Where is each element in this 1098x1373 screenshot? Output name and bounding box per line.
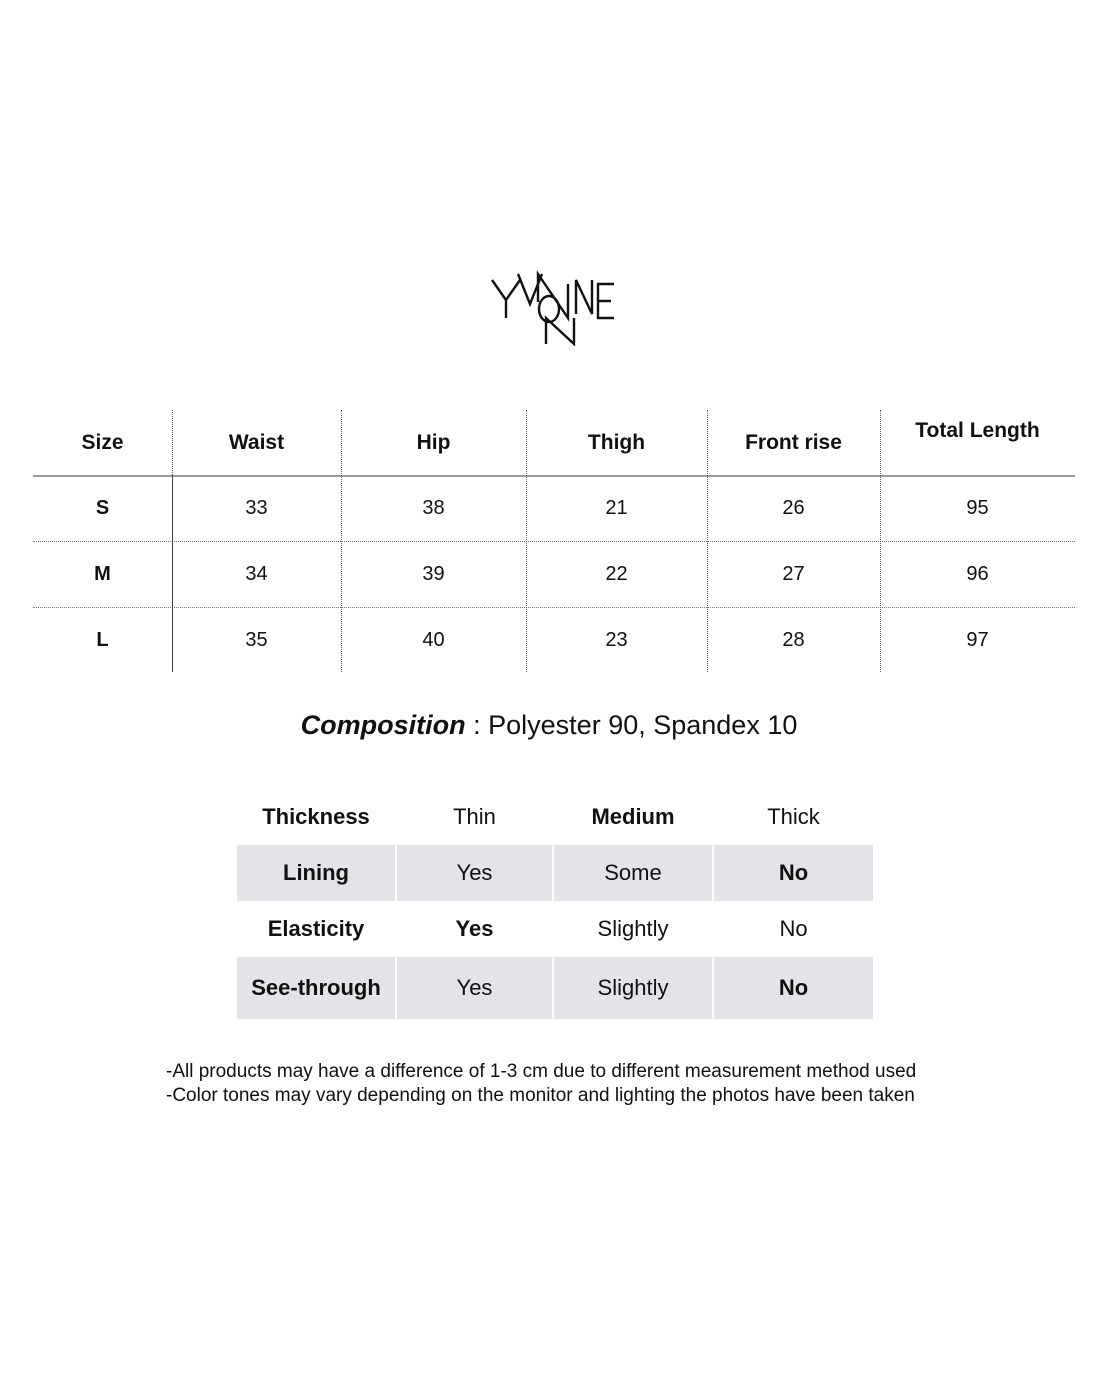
waist-value: 33 (245, 496, 268, 519)
hip-value: 39 (422, 562, 445, 585)
attribute-row-see-through (237, 957, 873, 1019)
attribute-label: See-through (237, 957, 395, 1019)
disclaimer-note: -Color tones may vary depending on the monitor and lighting the photos have been taken (166, 1085, 915, 1106)
disclaimer-notes (166, 1060, 916, 1108)
attribute-option: Slightly (554, 957, 712, 1019)
header-front-rise: Front rise (745, 430, 842, 454)
composition-separator: : (465, 710, 489, 740)
composition-label: Composition (300, 710, 466, 740)
attribute-option-selected: No (714, 845, 873, 901)
column-divider (880, 410, 881, 672)
size-label: L (96, 628, 109, 651)
thigh-value: 21 (605, 496, 628, 519)
attribute-option-selected: Medium (591, 804, 675, 829)
attribute-row-thickness (237, 790, 873, 844)
column-divider (526, 410, 527, 672)
waist-value: 34 (245, 562, 268, 585)
attribute-option: Thick (767, 804, 820, 829)
hip-value: 38 (422, 496, 445, 519)
header-size: Size (81, 430, 124, 454)
front-rise-value: 28 (782, 628, 805, 651)
attribute-option: Yes (397, 957, 552, 1019)
column-divider (341, 410, 342, 672)
attribute-option: Thin (453, 804, 496, 829)
header-waist: Waist (228, 430, 285, 454)
attribute-label: Thickness (262, 804, 370, 829)
header-hip: Hip (416, 430, 451, 454)
front-rise-value: 26 (782, 496, 805, 519)
size-label: M (94, 562, 111, 585)
column-divider (172, 475, 173, 672)
attribute-option-selected: Yes (455, 916, 494, 941)
composition-value: Polyester 90, Spandex 10 (488, 710, 798, 740)
waist-value: 35 (245, 628, 268, 651)
size-table-header (33, 410, 1075, 477)
attribute-row-elasticity (237, 901, 873, 957)
total-length-value: 96 (966, 562, 989, 585)
front-rise-value: 27 (782, 562, 805, 585)
hip-value: 40 (422, 628, 445, 651)
table-row (33, 541, 1075, 608)
header-thigh: Thigh (587, 430, 646, 454)
attribute-option: No (779, 916, 808, 941)
brand-logo-mark (488, 262, 618, 346)
size-label: S (95, 496, 110, 519)
table-row (33, 607, 1075, 673)
disclaimer-note: -All products may have a difference of 1-3 cm due to different measurement method used (166, 1061, 917, 1082)
table-row (33, 475, 1075, 542)
header-total-length: Total Length (915, 419, 1040, 442)
attribute-option: Slightly (597, 916, 669, 941)
column-divider (172, 410, 173, 475)
total-length-value: 97 (966, 628, 989, 651)
attribute-option: Yes (397, 845, 552, 901)
attribute-label: Lining (237, 845, 395, 901)
attribute-option-selected: No (714, 957, 873, 1019)
total-length-value: 95 (966, 496, 989, 519)
column-divider (707, 410, 708, 672)
attribute-label: Elasticity (267, 916, 365, 941)
attribute-row-lining (237, 845, 873, 901)
thigh-value: 23 (605, 628, 628, 651)
thigh-value: 22 (605, 562, 628, 585)
brand-logo (488, 262, 618, 346)
composition-line (0, 710, 1098, 741)
attribute-option: Some (554, 845, 712, 901)
